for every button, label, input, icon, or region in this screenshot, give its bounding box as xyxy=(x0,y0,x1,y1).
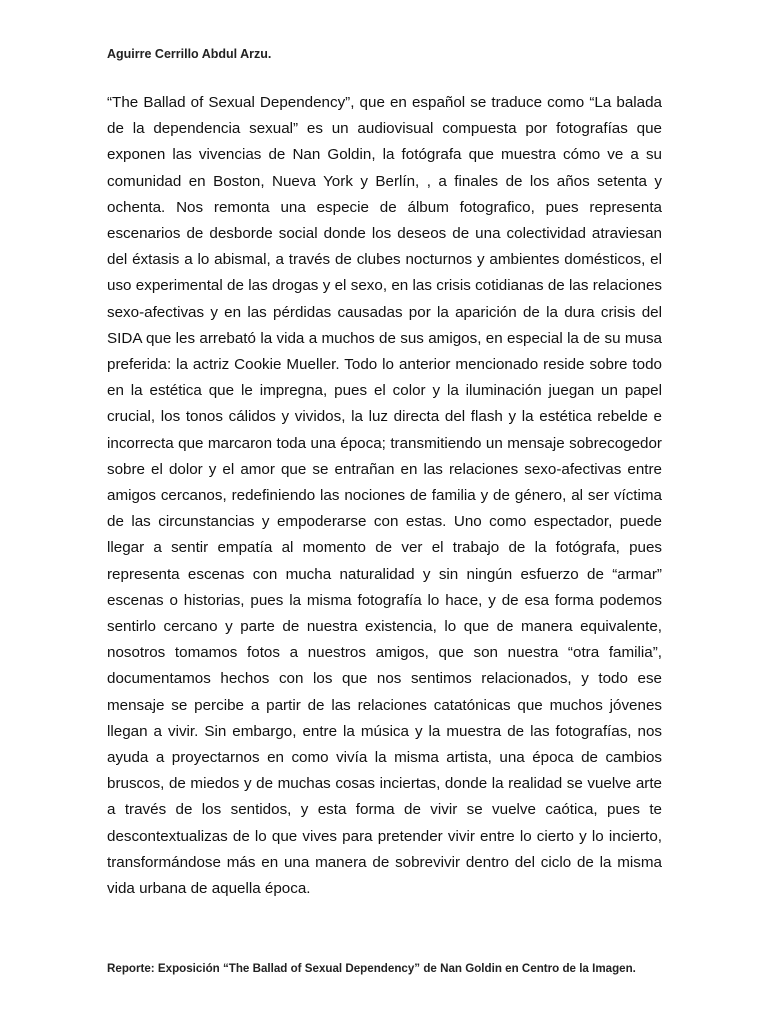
main-paragraph: “The Ballad of Sexual Dependency”, que en español se traduce como “La balada de la dependencia sexual” es un audiovisual compuesta por fotografías que exponen las vivencias de Nan Goldin, la fotógrafa que muestra cómo ve a su comunidad en Boston, Nueva York y Berlín, , a finales de los años setenta y ochenta. Nos remonta una especie de álbum fotografico, pues representa escenarios de desborde social donde los deseos de una colectividad atraviesan del éxtasis a lo abismal, a través de clubes nocturnos y ambientes domésticos, el uso experimental de las drogas y el sexo, en las crisis cotidianas de las relaciones sexo-afectivas y en las pérdidas causadas por la aparición de la dura crisis del SIDA que les arrebató la vida a muchos de sus amigos, en especial la de su musa preferida: la actriz Cookie Mueller. Todo lo anterior mencionado reside sobre todo en la estética que le impregna, pues el color y la iluminación juegan un papel crucial, los tonos cálidos y vividos, la luz directa del flash y la estética rebelde e incorrecta que marcaron toda una época; transmitiendo un mensaje sobrecogedor sobre el dolor y el amor que se entrañan en las relaciones sexo-afectivas entre amigos cercanos, redefiniendo las nociones de familia y de género, al ser víctima de las circunstancias y empoderarse con estas. Uno como espectador, puede llegar a sentir empatía al momento de ver el trabajo de la fotógrafa, pues representa escenas con mucha naturalidad y sin ningún esfuerzo de “armar” escenas o historias, pues la misma fotografía lo hace, y de esa forma podemos sentirlo cercano y parte de nuestra existencia, lo que de manera equivalente, nosotros tomamos fotos a nuestros amigos, que son nuestra “otra familia”, documentamos hechos con los que nos sentimos relacionados, y todo ese mensaje se percibe a partir de las relaciones catatónicas que muchos jóvenes llegan a vivir. Sin embargo, entre la música y la muestra de las fotografías, nos ayuda a proyectarnos en como vivía la misma artista, una época de cambios bruscos, de miedos y de muchas cosas inciertas, donde la realidad se vuelve arte a través de los sentidos, y esta forma de vivir se vuelve caótica, pues te descontextualizas de lo que vives para pretender vivir entre lo cierto y lo incierto, transformándose más en una manera de sobrevivir dentro del ciclo de la misma vida urbana de aquella época. xyxy=(107,94,662,898)
report-caption: Reporte: Exposición “The Ballad of Sexual Dependency” de Nan Goldin en Centro de la Imagen. xyxy=(107,962,636,975)
body-text xyxy=(107,90,662,902)
author-name: Aguirre Cerrillo Abdul Arzu. xyxy=(107,47,272,61)
